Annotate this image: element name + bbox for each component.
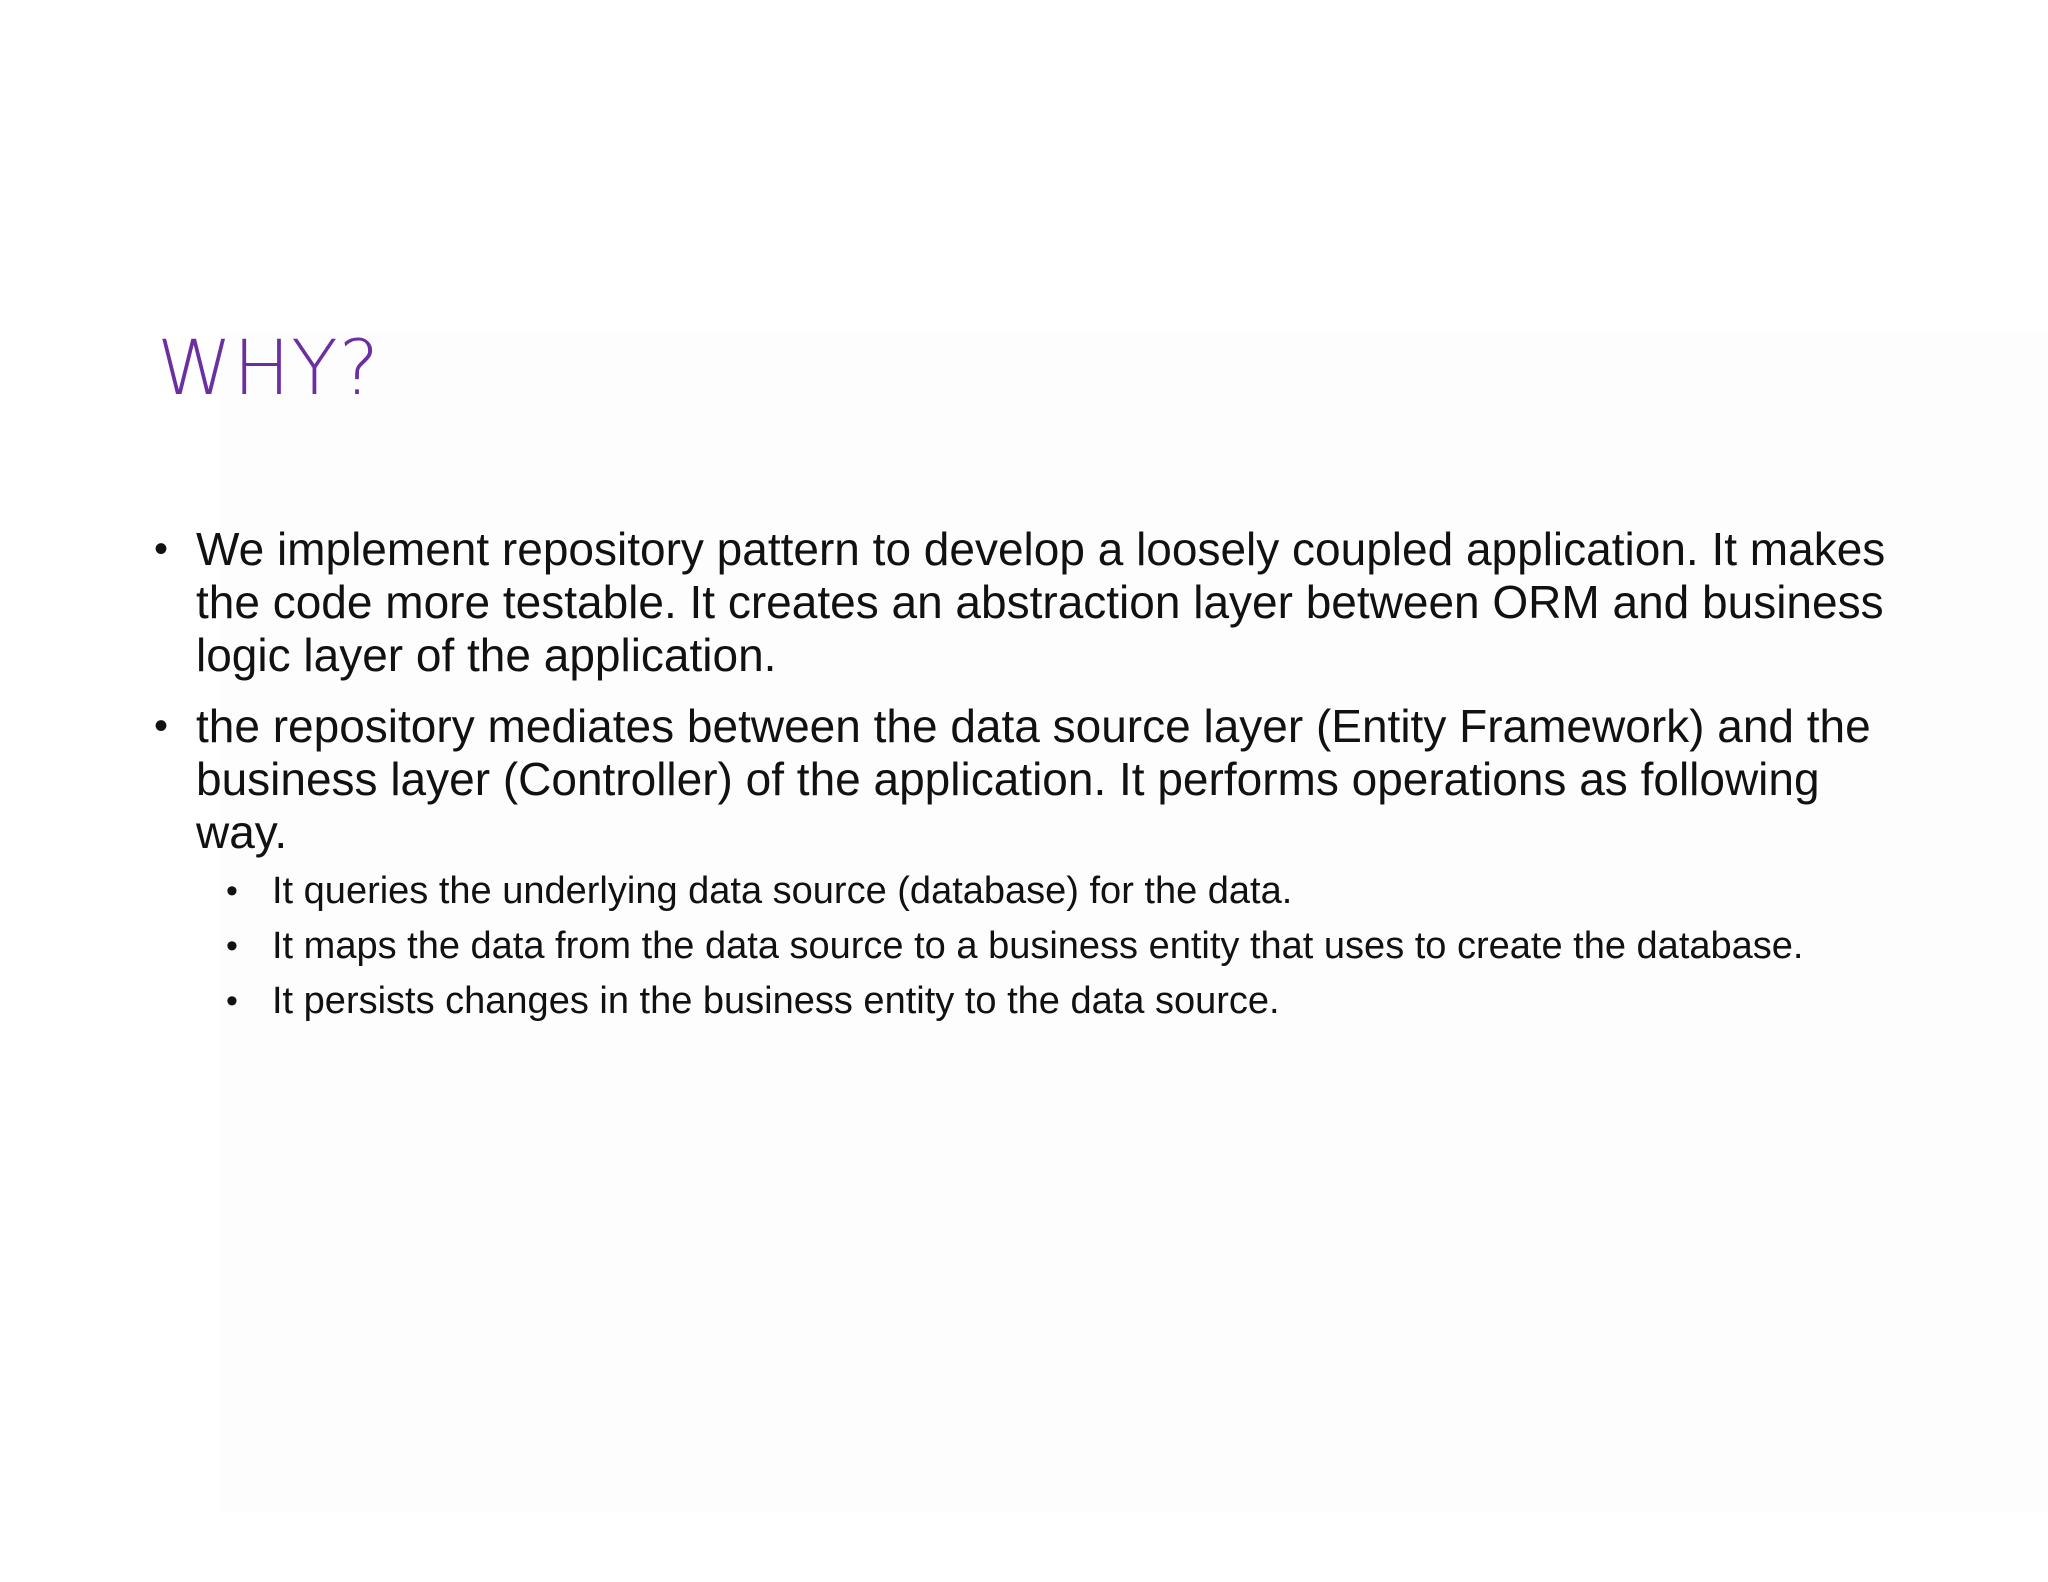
sub-bullet-text: It queries the underlying data source (database) for the data. — [272, 870, 1293, 912]
sub-bullet-text: It persists changes in the business entity to the data source. — [272, 980, 1280, 1022]
bullet-dot-icon: • — [226, 872, 238, 910]
sub-bullet-item — [226, 979, 1910, 1024]
sub-bullet-item — [226, 869, 1910, 914]
sub-bullet-text: It maps the data from the data source to a business entity that uses to create the database. — [272, 925, 1804, 967]
bullet-text: We implement repository pattern to develop a loosely coupled application. It makes the code more testable. It creates an abstraction layer between ORM and business logic layer of the application. — [196, 523, 1886, 681]
bullet-text: the repository mediates between the data source layer (Entity Framework) and the business layer (Controller) of the application. It performs operations as following way. — [196, 700, 1871, 858]
bullet-dot-icon: • — [154, 527, 169, 571]
bullet-item — [150, 700, 1910, 1024]
bullet-list — [150, 523, 1910, 1042]
bullet-dot-icon: • — [226, 927, 238, 965]
bullet-dot-icon: • — [226, 982, 238, 1020]
sub-bullet-item — [226, 924, 1910, 969]
slide-title: WHY? — [157, 323, 381, 412]
sub-bullet-list — [196, 869, 1910, 1024]
bullet-item — [150, 523, 1910, 682]
bullet-dot-icon: • — [154, 704, 169, 748]
